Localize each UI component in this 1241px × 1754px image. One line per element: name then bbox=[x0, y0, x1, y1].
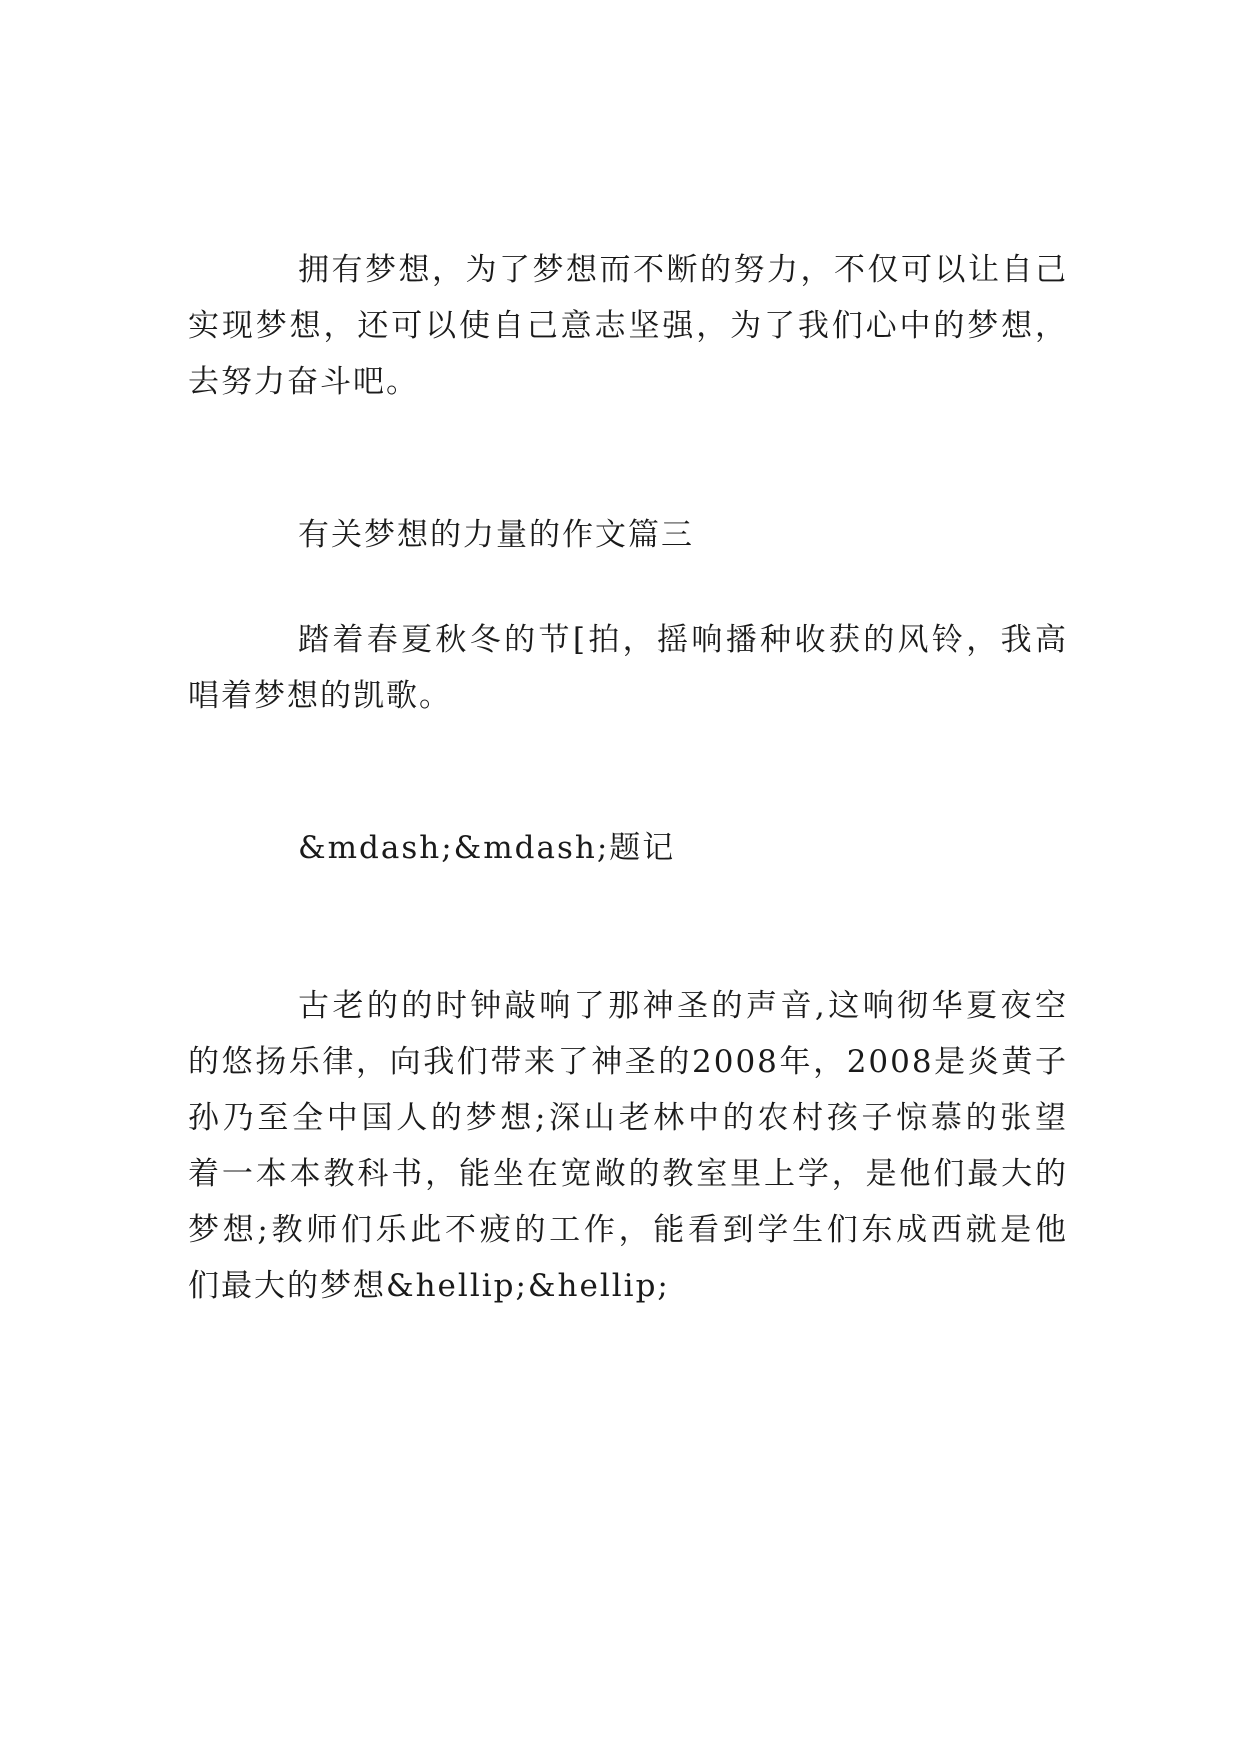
paragraph-1-line-1: 拥有梦想，为了梦想而不断的努力，不仅可以让自己 bbox=[298, 252, 1068, 288]
paragraph-3-line-4: 着一本本教科书，能坐在宽敞的教室里上学，是他们最大的 bbox=[188, 1156, 1068, 1192]
paragraph-1-line-3: 去努力奋斗吧。 bbox=[188, 364, 419, 400]
paragraph-3-line-2: 的悠扬乐律，向我们带来了神圣的2008年，2008是炎黄子 bbox=[188, 1044, 1068, 1080]
section-heading: 有关梦想的力量的作文篇三 bbox=[298, 517, 694, 553]
paragraph-2-line-2: 唱着梦想的凯歌。 bbox=[188, 678, 452, 714]
paragraph-3-line-5: 梦想;教师们乐此不疲的工作，能看到学生们东成西就是他 bbox=[188, 1212, 1068, 1248]
paragraph-3-line-6: 们最大的梦想&hellip;&hellip; bbox=[188, 1268, 670, 1304]
paragraph-3-line-3: 孙乃至全中国人的梦想;深山老林中的农村孩子惊慕的张望 bbox=[188, 1100, 1068, 1136]
inscription-line: &mdash;&mdash;题记 bbox=[298, 830, 676, 866]
paragraph-3-line-1: 古老的的时钟敲响了那神圣的声音,这响彻华夏夜空 bbox=[298, 988, 1068, 1024]
paragraph-1-line-2: 实现梦想，还可以使自己意志坚强，为了我们心中的梦想， bbox=[188, 308, 1068, 344]
paragraph-2-line-1: 踏着春夏秋冬的节[拍，摇响播种收获的风铃，我高 bbox=[298, 622, 1068, 658]
